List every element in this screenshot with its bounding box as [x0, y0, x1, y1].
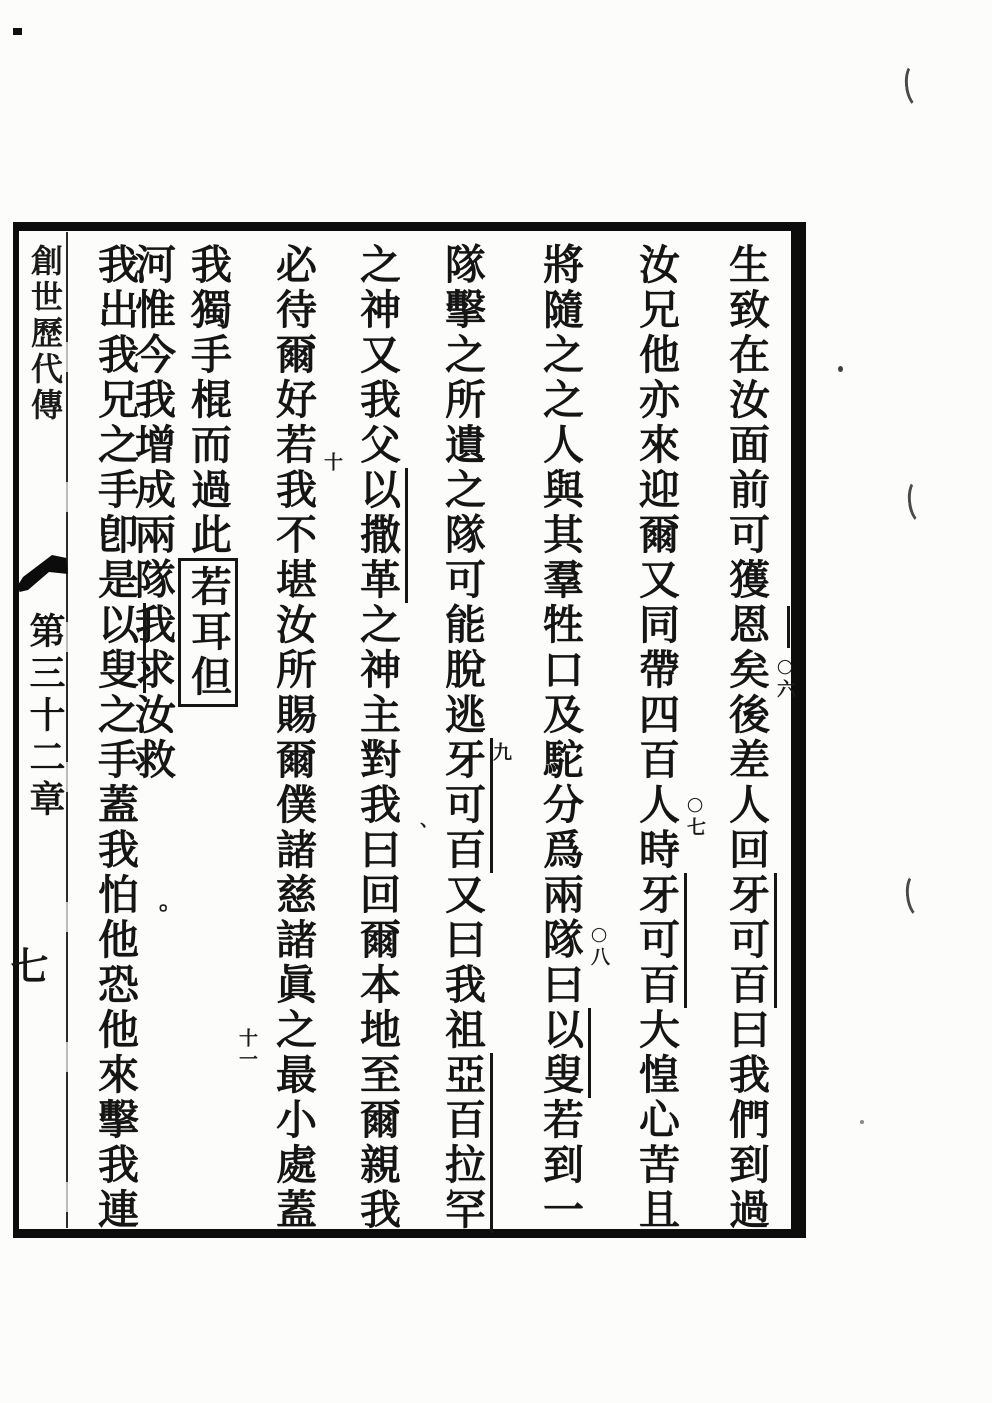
scan-crescent-artifact: [904, 871, 933, 919]
small-circle-mark: 。: [140, 903, 169, 929]
reading-pause-mark: 、: [405, 822, 427, 843]
scan-crescent-artifact: [903, 61, 932, 109]
text-column-6: [265, 243, 343, 1238]
proper-name-text: 牙可百: [438, 738, 493, 873]
text-column-2: [628, 243, 706, 1238]
column-text: 我獨手棍而過此: [184, 243, 232, 558]
verse-marker-11: 十一: [236, 1028, 258, 1070]
text-column-1: [718, 243, 796, 1238]
column-text: 若到一: [536, 1098, 584, 1233]
verse-marker-7: ○七: [684, 793, 706, 838]
column-text: 之神又我父: [353, 243, 401, 468]
column-text: 又曰我祖: [438, 873, 486, 1053]
scan-dot-artifact: [838, 366, 843, 372]
text-column-4: [434, 243, 512, 1238]
column-text: 之神主對我曰回爾本地至爾親我: [353, 603, 401, 1233]
folio-mark: 七: [4, 946, 49, 984]
column-text: 曰我們到過: [722, 1008, 770, 1233]
proper-name-text: 以叟: [91, 603, 146, 693]
proper-name-text: 牙可百: [632, 873, 687, 1008]
scan-corner-square-artifact: [13, 28, 22, 35]
book-title: 創世歷代傳: [26, 244, 64, 424]
text-column-3: [532, 243, 610, 1238]
column-text: 我出我兄之手卽是: [91, 243, 139, 603]
column-text: 之手蓋我怕他恐他來擊我連: [91, 693, 139, 1233]
place-name-boxed-text: 若耳但: [178, 558, 238, 707]
verse-marker-10: 十: [321, 452, 343, 473]
proper-name-text: 以叟: [536, 1008, 591, 1098]
column-text: 河惟今我增成兩隊我求汝救: [128, 243, 176, 783]
column-text: 生致在汝面前可獲恩矣後差人回: [722, 243, 770, 873]
chapter-label: 第三十二章: [24, 612, 66, 822]
text-column-5: [349, 243, 427, 1238]
proper-name-text: 亞百拉罕: [438, 1053, 493, 1233]
scan-crescent-artifact: [906, 477, 935, 525]
column-text: 汝兄他亦來迎爾又同帶四百人時: [632, 243, 680, 873]
proper-name-text: 牙可百: [722, 873, 777, 1008]
column-text: 大惶心苦且: [632, 1008, 680, 1233]
verse-marker-9: 九: [490, 742, 512, 763]
column-text: 將隨之之人與其羣牲口及駝分爲兩隊曰: [536, 243, 584, 1008]
text-column-7: [128, 243, 258, 1238]
proper-name-text: 以撒革: [353, 468, 408, 603]
verse-marker-6: ○六: [774, 655, 796, 700]
column-text: 隊擊之所遺之隊可能脫逃: [438, 243, 486, 738]
verse-tick-mark: [787, 606, 790, 648]
column-text: 必待爾好若我不堪汝所賜爾僕諸慈諸眞之最小處蓋: [269, 243, 317, 1233]
scan-dot-artifact: [860, 1120, 864, 1124]
verse-marker-8: ○八: [588, 923, 610, 968]
